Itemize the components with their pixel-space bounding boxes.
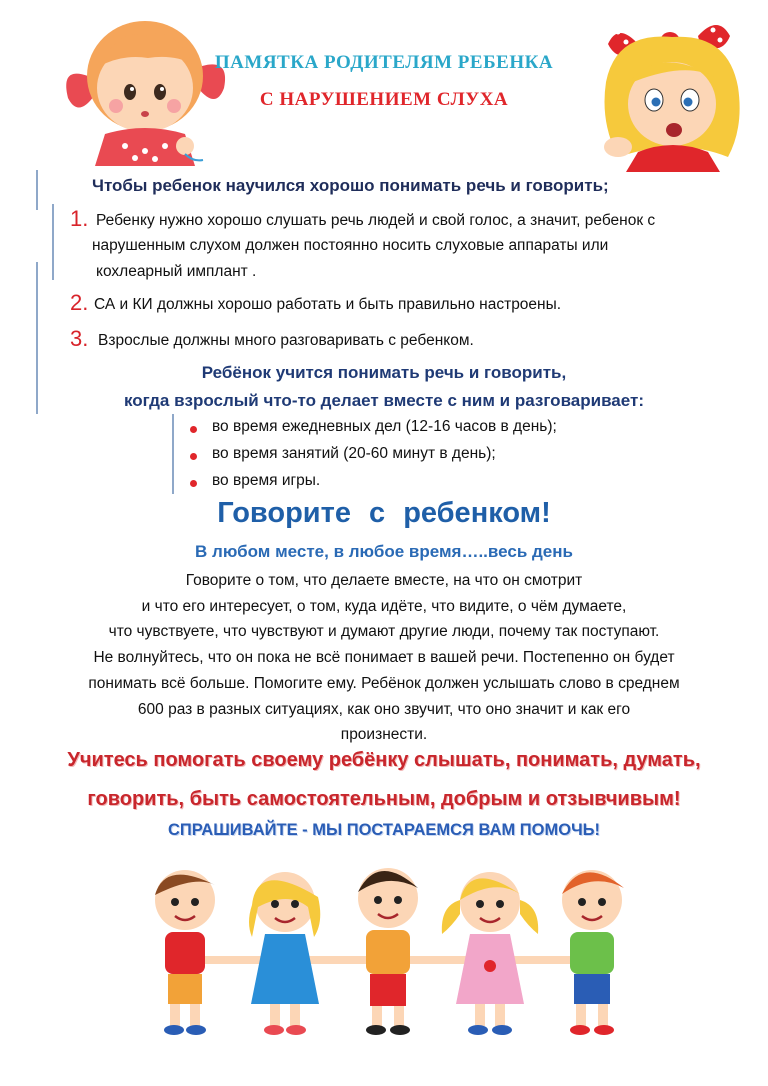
item-1-line3: кохлеарный имплант .	[96, 263, 257, 280]
bullet-dot-icon	[190, 453, 197, 460]
divider-left-2	[52, 204, 54, 280]
bullet-dot-icon	[190, 426, 197, 433]
memo-title-line1: ПАМЯТКА РОДИТЕЛЯМ РЕБЕНКА	[214, 52, 554, 73]
item-1-number: 1.	[70, 206, 89, 231]
talk-subheading: В любом месте, в любое время…..весь день	[195, 542, 573, 561]
call-line1: Учитесь помогать своему ребёнку слышать, понимать, думать,	[67, 749, 701, 771]
children-holding-hands-illustration	[130, 860, 650, 1040]
learn-heading-line2: когда взрослый что-то делает вместе с ним и разговаривает:	[124, 391, 644, 410]
talk-paragraph	[0, 568, 768, 748]
item-1-line2: нарушенным слухом должен постоянно носить слуховые аппараты или	[92, 237, 609, 254]
paragraph-line: 600 раз в разных ситуациях, как оно звучит, что оно значит и как его	[137, 700, 631, 718]
call-line2: говорить, быть самостоятельным, добрым и отзывчивым!	[87, 788, 681, 810]
ask-line: СПРАШИВАЙТЕ - МЫ ПОСТАРАЕМСЯ ВАМ ПОМОЧЬ!	[167, 821, 601, 839]
talk-heading: Говорите с ребенком!	[217, 497, 551, 529]
item-3-line1: Взрослые должны много разговаривать с ребенком.	[98, 332, 474, 349]
learn-heading-line1: Ребёнок учится понимать речь и говорить,	[201, 363, 567, 382]
item-2-number: 2.	[70, 290, 89, 315]
item-2-line1: СА и КИ должны хорошо работать и быть правильно настроены.	[94, 296, 562, 313]
paragraph-line: Не волнуйтесь, что он пока не всё понимает в вашей речи. Постепенно он будет	[93, 649, 675, 667]
item-1-line1: Ребенку нужно хорошо слушать речь людей и свой голос, а значит, ребенок с	[96, 212, 656, 229]
paragraph-line: и что его интересует, о том, куда идёте, что видите, о чём думаете,	[141, 597, 627, 615]
paragraph-line: что чувствуете, что чувствуют и думают другие люди, почему так поступают.	[108, 623, 660, 641]
intro-text: Чтобы ребенок научился хорошо понимать речь и говорить;	[92, 176, 609, 195]
paragraph-line: произнести.	[340, 726, 428, 744]
bullet-dot-icon	[190, 480, 197, 487]
memo-title-line2: С НАРУШЕНИЕМ СЛУХА	[259, 89, 509, 110]
item-3-number: 3.	[70, 326, 89, 351]
divider-bullets	[172, 414, 174, 494]
divider-left-1	[36, 170, 38, 210]
paragraph-line: понимать всё больше. Помогите ему. Ребёнок должен услышать слово в среднем	[88, 674, 680, 692]
paragraph-line: Говорите о том, что делаете вместе, на что он смотрит	[185, 572, 583, 589]
baby-girl-illustration	[60, 6, 230, 166]
